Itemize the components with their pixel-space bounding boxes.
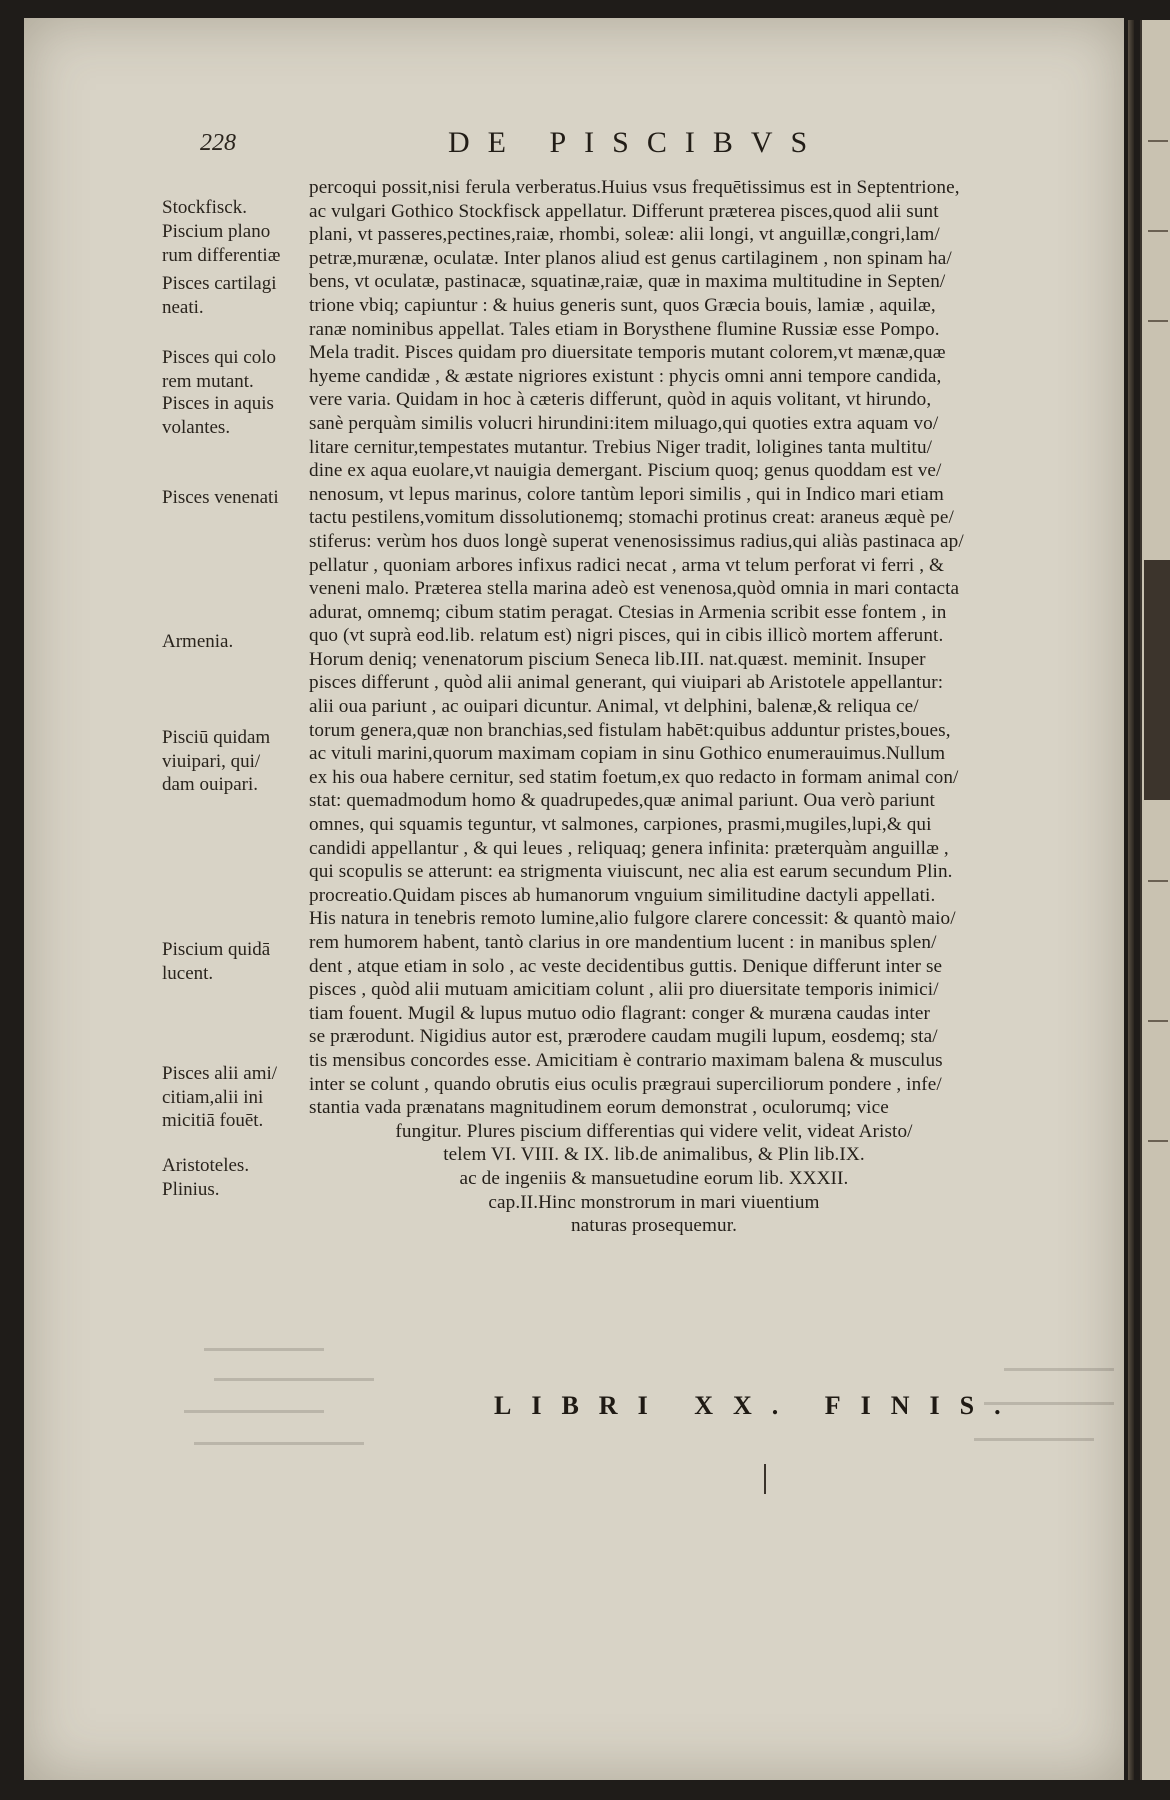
page-number: 228: [200, 130, 236, 156]
marginal-note: [162, 726, 270, 797]
marginal-note: [162, 272, 277, 319]
marginal-note-line: lucent.: [162, 962, 214, 984]
marginal-note-line: rum differentiæ: [162, 244, 281, 266]
text-line: ranæ nominibus appellat. Tales etiam in Borysthene flumine Russiæ esse Pompo.: [309, 318, 940, 340]
marginal-note-line: Aristoteles.: [162, 1155, 250, 1176]
strip-text-mark: [1148, 1020, 1168, 1022]
marginal-note: [162, 938, 270, 985]
text-line: hyeme candidæ , & æstate nigriores existunt : phycis omni anni tempore candida,: [309, 365, 942, 387]
text-line: omnes, qui squamis teguntur, vt salmones, carpiones, prasmi,mugiles,lupi,& qui: [309, 814, 932, 836]
marginal-note: [162, 486, 279, 510]
text-line: ex his oua habere cernitur, sed statim foetum,ex quo redacto in formam animal con/: [309, 766, 959, 788]
marginal-note-line: Piscium plano: [162, 221, 271, 242]
marginal-note-line: Armenia.: [162, 631, 234, 652]
text-line: stiferus: verùm hos duos longè superat venenosissimus radius,qui aliàs pastinaca ap/: [309, 530, 964, 552]
text-line: dent , atque etiam in solo , ac veste decidentibus guttis. Denique differunt inter se: [309, 955, 943, 977]
marginal-note: [162, 196, 247, 220]
marginal-note: [162, 1062, 277, 1133]
marginal-note: [162, 220, 280, 267]
text-line: tiam fouent. Mugil & lupus mutuo odio flagrant: conger & muræna caudas inter: [309, 1002, 930, 1024]
text-line: bens, vt oculatæ, pastinacæ, squatinæ,raiæ, quæ in maxima multitudine in Septen/: [309, 271, 946, 293]
text-line: dine ex aqua euolare,vt nauigia demergant. Piscium quoq; genus quoddam est ve/: [309, 460, 942, 482]
text-line: percoqui possit,nisi ferula verberatus.Huius vsus frequētissimus est in Septentrione,: [309, 177, 960, 198]
text-line: Mela tradit. Pisces quidam pro diuersitate temporis mutant colorem,vt mænæ,quæ: [309, 342, 946, 364]
text-line: veneni malo. Præterea stella marina adeò est venenosa,quòd omnia in mari contacta: [309, 578, 960, 600]
text-line: petræ,murænæ, oculatæ. Inter planos aliud est genus cartilaginem , non spinam ha/: [309, 247, 952, 269]
text-line: Horum deniq; venenatorum piscium Seneca lib.III. nat.quæst. meminit. Insuper: [309, 648, 926, 670]
facing-page-illustration: [1144, 560, 1170, 800]
closing-line: naturas prosequemur.: [570, 1215, 738, 1237]
marginal-note: [162, 346, 276, 393]
marginal-note-line: viuipari, qui/: [162, 750, 261, 772]
text-line: His natura in tenebris remoto lumine,alio fulgore clarere concessit: & quantò maio/: [309, 908, 956, 930]
text-line: tactu pestilens,vomitum dissolutionemq; stomachi protinus creat: araneus æquè pe/: [309, 507, 954, 529]
text-line: tis mensibus concordes esse. Amicitiam è contrario maximam balena & musculus: [309, 1049, 943, 1071]
strip-text-mark: [1148, 320, 1168, 322]
marginal-note-line: Pisces cartilagi: [162, 273, 277, 294]
text-line: stat: quemadmodum homo & quadrupedes,quæ animal pariunt. Oua verò pariunt: [309, 790, 935, 812]
text-line: trione vbiq; capiuntur : & huius generis sunt, quos Græcia bouis, lamiæ , aquilæ,: [309, 294, 936, 316]
marginal-note-line: dam ouipari.: [162, 774, 259, 796]
strip-text-mark: [1148, 230, 1168, 232]
text-line: ac vulgari Gothico Stockfisck appellatur. Differunt præterea pisces,quod alii sunt: [309, 200, 939, 222]
marginal-note-line: rem mutant.: [162, 370, 254, 392]
marginal-note-line: neati.: [162, 296, 204, 318]
text-line: nenosum, vt lepus marinus, colore tantùm lepori similis , qui in Indico mari etiam: [309, 483, 944, 505]
text-line: litare cernitur,tempestates mutantur. Trebius Niger tradit, loligines tanta multitu/: [309, 436, 933, 458]
ornament-mark: [764, 1464, 780, 1494]
strip-text-mark: [1148, 1140, 1168, 1142]
facing-page-edge: [1140, 20, 1170, 1780]
text-line: qui scopulis se atterunt: ea strigmenta viuiscunt, nec alia est earum secundum Plin.: [309, 861, 953, 883]
marginal-note: [162, 630, 233, 654]
text-line: se prærodunt. Nigidius autor est, prærodere caudam mugili lupum, eosdemq; sta/: [309, 1026, 938, 1048]
marginal-note-line: citiam,alii ini: [162, 1086, 264, 1108]
marginal-note-line: Pisces in aquis: [162, 393, 274, 414]
marginal-note-line: volantes.: [162, 416, 231, 438]
closing-line: fungitur. Plures piscium differentias qui videre velit, videat Aristo/: [395, 1120, 913, 1142]
text-line: stantia vada prænatans magnitudinem eorum demonstrat , oculorumq; vice: [309, 1097, 889, 1119]
marginal-note: [162, 1154, 249, 1201]
main-text-block: [309, 176, 1124, 1238]
text-line: rem humorem habent, tantò clarius in ore mandentium lucent : in manibus splen/: [309, 932, 937, 953]
marginal-note-line: Pisces alii ami/: [162, 1063, 278, 1084]
text-line: procreatio.Quidam pisces ab humanorum vnguium similitudine dactyli appellati.: [309, 884, 936, 906]
closing-line: ac de ingeniis & mansuetudine eorum lib. XXXII.: [459, 1167, 849, 1189]
marginal-note-line: Pisciū quidam: [162, 727, 271, 748]
text-line: plani, vt passeres,pectines,raiæ, rhombi, soleæ: alii longi, vt anguillæ,congri,lam/: [309, 224, 940, 246]
strip-text-mark: [1148, 880, 1168, 882]
text-line: alii oua pariunt , ac ouipari dicuntur. Animal, vt delphini, balenæ,& reliqua ce/: [309, 696, 919, 718]
running-head: [24, 126, 1124, 166]
marginal-note-line: Pisces venenati: [162, 487, 279, 508]
marginal-note: [162, 392, 274, 439]
marginal-note-line: Plinius.: [162, 1178, 220, 1200]
text-line: sanè perquàm similis volucri hirundini:item miluago,qui quoties extra aquam vo/: [309, 412, 939, 434]
marginal-note-line: micitiā fouēt.: [162, 1110, 264, 1132]
text-line: torum genera,quæ non branchias,sed fistulam habēt:quibus adduntur pristes,boues,: [309, 719, 951, 741]
text-line: candidi appellantur , & qui leues , reliquaq; genera infinita: præterquàm anguillæ ,: [309, 837, 949, 859]
book-end-colophon: LIBRI XX. FINIS.: [494, 1391, 1021, 1420]
closing-line: telem VI. VIII. & IX. lib.de animalibus, & Plin lib.IX.: [443, 1144, 865, 1166]
text-line: quo (vt suprà eod.lib. relatum est) nigri pisces, qui in cibis illicò mortem afferunt.: [309, 625, 944, 647]
book-page: [24, 18, 1124, 1780]
marginal-note-line: Piscium quidā: [162, 939, 271, 960]
text-line: pisces , quòd alii mutuam amicitiam colunt , alii pro diuersitate temporis inimici/: [309, 979, 939, 1001]
strip-text-mark: [1148, 140, 1168, 142]
text-line: pellatur , quoniam arbores infixus radici necat , arma vt telum perforat vi ferri , &: [309, 554, 945, 576]
marginal-note-line: Pisces qui colo: [162, 347, 276, 368]
closing-line: cap.II.Hinc monstrorum in mari viuentium: [488, 1191, 820, 1213]
text-line: adurat, omnemq; cibum statim peragat. Ctesias in Armenia scribit esse fontem , in: [309, 601, 947, 623]
running-title: DE PISCIBVS: [448, 126, 826, 159]
text-line: vere varia. Quidam in hoc à cæteris differunt, quòd in aquis volitant, vt hirundo,: [309, 389, 932, 411]
marginal-note-line: Stockfisck.: [162, 197, 247, 218]
binding-gutter: [1128, 20, 1134, 1780]
text-line: inter se colunt , quando obrutis eius oculis prægraui superciliorum pondere , infe/: [309, 1073, 942, 1095]
text-line: ac vituli marini,quorum maximam copiam in sinu Gothico enumerauimus.Nullum: [309, 743, 946, 765]
text-line: pisces differunt , quòd alii animal generant, qui viuipari ab Aristotele appellantur:: [309, 672, 944, 694]
